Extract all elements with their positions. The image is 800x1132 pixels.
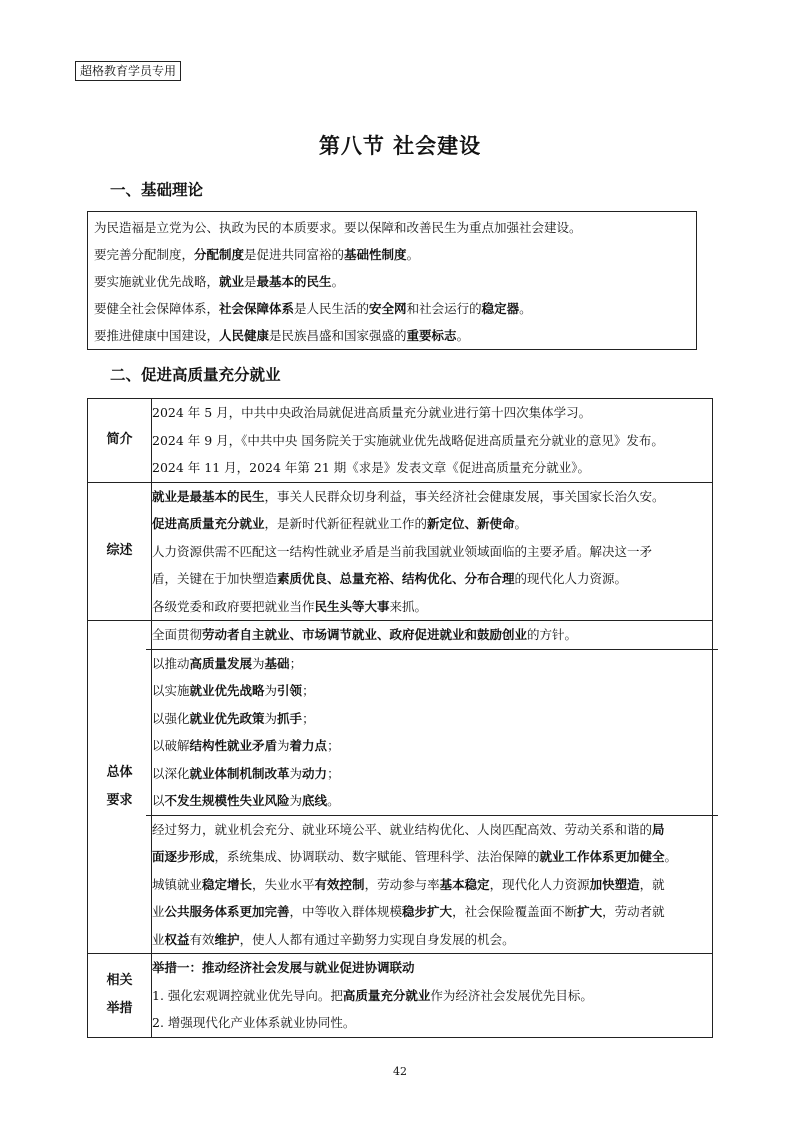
page-title: 第八节 社会建设 bbox=[318, 134, 482, 158]
text-segment: 是人民生活的 bbox=[294, 301, 370, 316]
text-segment: 的方针。 bbox=[527, 627, 578, 642]
bold-text: 分配制度 bbox=[194, 247, 245, 262]
text-segment: 1. 强化宏观调控就业优先导向。把 bbox=[152, 987, 343, 1003]
bold-text: 着力点 bbox=[289, 738, 328, 753]
bold-text: 人民健康 bbox=[219, 328, 270, 343]
text-segment: 来抓。 bbox=[389, 598, 428, 614]
table-row bbox=[88, 399, 713, 483]
content-line bbox=[152, 483, 712, 511]
theory-line bbox=[94, 241, 690, 268]
bold-text: 高质量充分就业 bbox=[342, 987, 431, 1003]
text-segment: ，就 bbox=[639, 876, 665, 892]
text-segment: 是 bbox=[244, 274, 257, 289]
content-line bbox=[152, 677, 712, 705]
text-segment: 为 bbox=[264, 710, 278, 726]
text-segment: 。 bbox=[514, 516, 528, 531]
row-content bbox=[152, 954, 713, 1038]
page-number: 42 bbox=[393, 1065, 407, 1078]
table-row bbox=[88, 482, 713, 621]
content-block bbox=[152, 621, 712, 649]
section-heading-theory: 一、基础理论 bbox=[110, 181, 204, 199]
row-label-line: 总体 bbox=[106, 765, 133, 780]
bold-text: 引领 bbox=[277, 683, 303, 698]
row-label: 综述 bbox=[88, 482, 152, 621]
content-line bbox=[152, 982, 712, 1010]
row-label bbox=[88, 954, 152, 1038]
bold-text: 安全网 bbox=[369, 301, 407, 316]
bold-text: 权益 bbox=[164, 931, 190, 947]
text-segment: ，系统集成、协调联动、数字赋能、管理科学、法治保障的 bbox=[214, 849, 540, 864]
text-segment: 为 bbox=[264, 683, 278, 698]
text-segment: ，劳动者就 bbox=[602, 904, 665, 919]
text-segment: 2024 年 11 月，2024 年第 21 期《求是》发表文章《促进高质量充分就业》。 bbox=[152, 460, 591, 475]
content-line bbox=[152, 787, 712, 815]
text-segment: 为民造福是立党为公、执政为民的本质要求。要以保障和改善民生为重点加强社会建设。 bbox=[94, 220, 582, 235]
theory-line bbox=[94, 322, 690, 349]
row-content bbox=[152, 482, 713, 621]
row-label bbox=[88, 621, 152, 954]
bold-text: 稳定增长 bbox=[202, 876, 253, 892]
content-line bbox=[152, 399, 712, 427]
row-label: 简介 bbox=[88, 399, 152, 483]
table-row bbox=[88, 621, 713, 954]
bold-text: 公共服务体系更加完善 bbox=[164, 904, 290, 919]
content-line bbox=[152, 510, 712, 538]
text-segment: 2024 年 5 月，中共中央政治局就促进高质量充分就业进行第十四次集体学习。 bbox=[152, 405, 592, 420]
text-segment: ； bbox=[327, 738, 340, 753]
bold-text: 促进高质量充分就业 bbox=[152, 516, 265, 531]
text-segment: ； bbox=[302, 683, 315, 698]
bold-text: 有效控制 bbox=[314, 876, 365, 892]
text-segment: 以深化 bbox=[152, 765, 190, 781]
row-label-line: 要求 bbox=[106, 793, 133, 808]
bold-text: 素质优良、总量充裕、结构优化、分布合理 bbox=[277, 571, 515, 586]
text-segment: 要实施就业优先战略， bbox=[94, 274, 220, 289]
text-segment: 业 bbox=[152, 904, 165, 919]
bold-text: 局 bbox=[652, 821, 665, 837]
content-line bbox=[152, 1009, 712, 1037]
text-segment: ，现代化人力资源 bbox=[489, 876, 590, 892]
row-label-line: 相关 bbox=[106, 973, 133, 989]
text-segment: 和社会运行的 bbox=[406, 301, 482, 316]
theory-line bbox=[94, 214, 690, 241]
content-line bbox=[152, 538, 712, 566]
text-segment: 经过努力，就业机会充分、就业环境公平、就业结构优化、人岗匹配高效、劳动关系和谐的 bbox=[152, 821, 653, 837]
row-content bbox=[152, 399, 713, 483]
text-segment: 以 bbox=[152, 793, 165, 808]
table-row bbox=[88, 954, 713, 1038]
content-line bbox=[152, 593, 712, 621]
bold-text: 动力 bbox=[302, 765, 328, 781]
text-segment: 。 bbox=[406, 247, 420, 262]
text-segment: 要完善分配制度， bbox=[94, 247, 195, 262]
bold-text: 民生头等大事 bbox=[314, 598, 390, 614]
text-segment: 为 bbox=[289, 793, 303, 808]
bold-text: 社会保障体系 bbox=[219, 301, 295, 316]
text-segment: 。 bbox=[664, 849, 678, 864]
content-block bbox=[152, 954, 712, 1037]
text-segment: 以推动 bbox=[152, 655, 190, 671]
text-segment: 要推进健康中国建设， bbox=[94, 328, 220, 343]
text-segment: ，社会保险覆盖面不断 bbox=[452, 904, 578, 919]
text-segment: 为 bbox=[289, 765, 303, 781]
bold-text: 举措一：推动经济社会发展与就业促进协调联动 bbox=[152, 960, 415, 975]
bold-text: 底线 bbox=[302, 793, 328, 808]
text-segment: 以实施 bbox=[152, 683, 190, 698]
text-segment: 以强化 bbox=[152, 710, 190, 726]
content-block bbox=[146, 815, 718, 954]
bold-text: 最基本的民生 bbox=[256, 274, 332, 289]
text-segment: 是促进共同富裕的 bbox=[244, 247, 345, 262]
bold-text: 高质量发展 bbox=[189, 655, 253, 671]
bold-text: 抓手 bbox=[277, 710, 303, 726]
content-line bbox=[152, 454, 712, 482]
bold-text: 就业是最基本的民生 bbox=[152, 488, 265, 504]
text-segment: 全面贯彻 bbox=[152, 627, 203, 642]
content-block bbox=[146, 649, 718, 815]
text-segment: 业 bbox=[152, 931, 165, 947]
bold-text: 稳定器 bbox=[481, 301, 520, 316]
bold-text: 新定位、新使命 bbox=[427, 516, 515, 531]
text-segment: 人力资源供需不匹配这一结构性就业矛盾是当前我国就业领域面临的主要矛盾。解决这一矛 bbox=[152, 543, 653, 559]
content-line bbox=[152, 732, 712, 760]
bold-text: 不发生规模性失业风险 bbox=[164, 793, 290, 808]
content-line bbox=[152, 565, 712, 593]
bold-text: 扩大 bbox=[577, 904, 603, 919]
text-segment: ，事关人民群众切身利益，事关经济社会健康发展，事关国家长治久安。 bbox=[264, 488, 665, 504]
text-segment: 2024 年 9 月，《中共中央 国务院关于实施就业优先战略促进高质量充分就业的意见》发布。 bbox=[152, 432, 664, 448]
text-segment: 为 bbox=[277, 738, 290, 753]
bold-text: 就业体制机制改革 bbox=[189, 765, 290, 781]
bold-text: 基础性制度 bbox=[344, 247, 407, 262]
content-line bbox=[152, 621, 712, 649]
text-segment: ，劳动参与率 bbox=[364, 876, 440, 892]
text-segment: ，使人人都有通过辛勤努力实现自身发展的机会。 bbox=[239, 931, 515, 947]
employment-table bbox=[87, 398, 713, 1038]
bold-text: 重要标志 bbox=[406, 328, 457, 343]
text-segment: 有效 bbox=[189, 931, 215, 947]
content-line bbox=[152, 843, 712, 871]
content-line bbox=[152, 760, 712, 788]
row-label-line: 举措 bbox=[106, 1001, 133, 1017]
theory-box bbox=[87, 211, 697, 350]
bold-text: 就业 bbox=[219, 274, 245, 289]
text-segment: 是民族昌盛和国家强盛的 bbox=[269, 328, 407, 343]
text-segment: 的现代化人力资源。 bbox=[514, 571, 628, 586]
bold-text: 劳动者自主就业、市场调节就业、政府促进就业和鼓励创业 bbox=[202, 627, 528, 642]
student-use-badge: 超格教育学员专用 bbox=[75, 61, 181, 81]
text-segment: ，是新时代新征程就业工作的 bbox=[264, 516, 428, 531]
bold-text: 就业优先战略 bbox=[189, 683, 265, 698]
text-segment: 盾，关键在于加快塑造 bbox=[152, 571, 278, 586]
bold-text: 基本稳定 bbox=[439, 876, 490, 892]
text-segment: 为 bbox=[252, 655, 265, 671]
bold-text: 就业优先政策 bbox=[189, 710, 265, 726]
content-line bbox=[152, 954, 712, 982]
content-line bbox=[152, 926, 712, 954]
bold-text: 面逐步形成 bbox=[152, 849, 215, 864]
bold-text: 就业工作体系更加健全 bbox=[539, 849, 665, 864]
text-segment: 2. 增强现代化产业体系就业协同性。 bbox=[152, 1015, 356, 1030]
text-segment: 城镇就业 bbox=[152, 876, 203, 892]
text-segment: 各级党委和政府要把就业当作 bbox=[152, 598, 315, 614]
content-block bbox=[152, 483, 712, 621]
text-segment: ，中等收入群体规模 bbox=[289, 904, 403, 919]
text-segment: ，失业水平 bbox=[252, 876, 315, 892]
bold-text: 加快塑造 bbox=[589, 876, 640, 892]
content-line bbox=[152, 816, 712, 844]
content-line bbox=[152, 427, 712, 455]
text-segment: 作为经济社会发展优先目标。 bbox=[430, 987, 593, 1003]
content-line bbox=[152, 650, 712, 678]
text-segment: ； bbox=[327, 765, 340, 781]
bold-text: 基础 bbox=[264, 655, 290, 671]
text-segment: ； bbox=[302, 710, 315, 726]
text-segment: 。 bbox=[327, 793, 340, 808]
bold-text: 结构性就业矛盾 bbox=[189, 738, 278, 753]
section-heading-employment: 二、促进高质量充分就业 bbox=[110, 366, 281, 384]
text-segment: 。 bbox=[331, 274, 345, 289]
bold-text: 维护 bbox=[214, 931, 240, 947]
content-line bbox=[152, 871, 712, 899]
theory-line bbox=[94, 295, 690, 322]
text-segment: 要健全社会保障体系， bbox=[94, 301, 220, 316]
row-content bbox=[152, 621, 713, 954]
text-segment: 。 bbox=[519, 301, 532, 316]
text-segment: ； bbox=[289, 655, 303, 671]
content-block bbox=[152, 399, 712, 482]
bold-text: 稳步扩大 bbox=[402, 904, 453, 919]
theory-line bbox=[94, 268, 690, 295]
content-line bbox=[152, 705, 712, 733]
content-line bbox=[152, 898, 712, 926]
text-segment: 。 bbox=[456, 328, 470, 343]
text-segment: 以破解 bbox=[152, 738, 190, 753]
